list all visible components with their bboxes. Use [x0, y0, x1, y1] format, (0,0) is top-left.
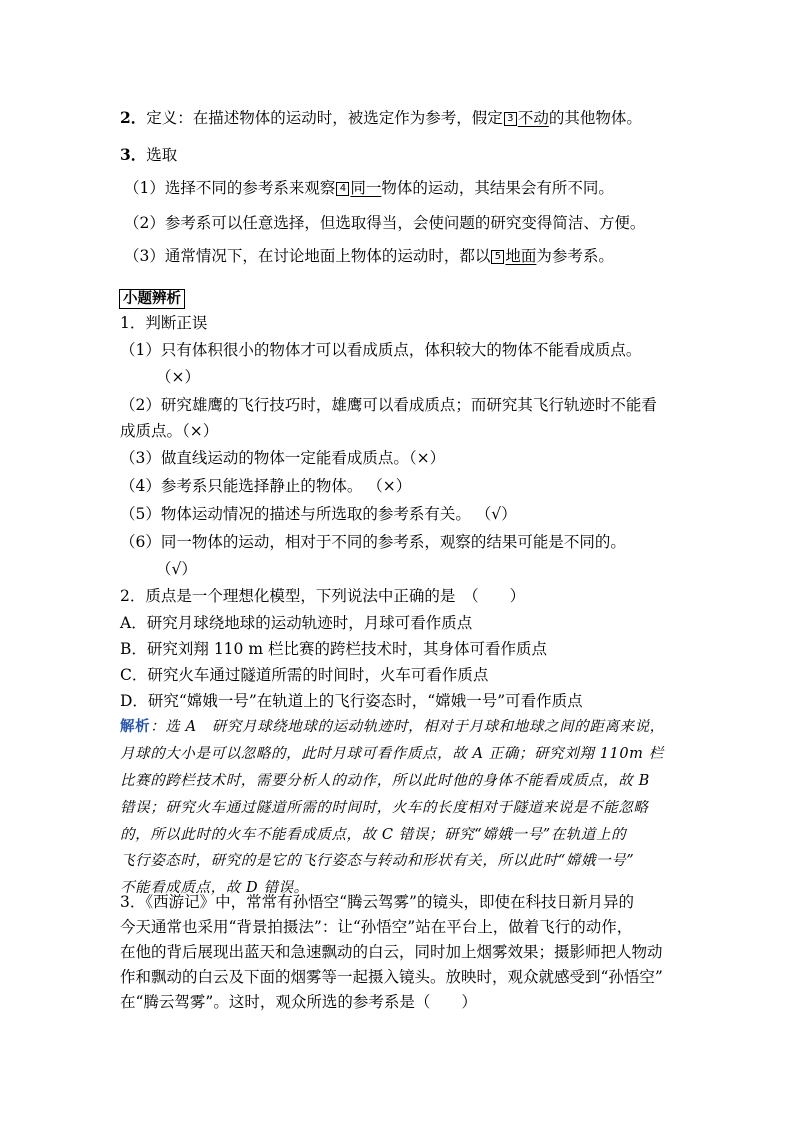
- q1-item-1: （1）只有体积很小的物体才可以看成质点，体积较大的物体不能看成质点。: [120, 341, 642, 359]
- answer-marker: 5: [491, 250, 504, 264]
- definition-text-end: 的其他物体。: [548, 109, 642, 127]
- section-number: 3．: [120, 145, 147, 164]
- q1-item-2: （2）研究雄鹰的飞行技巧时，雄鹰可以看成质点；而研究其飞行轨迹时不能看: [120, 396, 657, 414]
- q1-item-3: （3）做直线运动的物体一定能看成质点。（×）: [120, 449, 446, 467]
- section-number: 2．: [120, 108, 147, 127]
- answer-term: 同一: [350, 179, 382, 197]
- rule-text: （3）通常情况下，在讨论地面上物体的运动时，都以: [124, 247, 491, 265]
- q2-analysis-line-6: 飞行姿态时，研究的是它的飞行姿态与转动和形状有关，所以此时“嫦娥一号”: [120, 853, 635, 869]
- q1-title: 1．判断正误: [120, 314, 208, 332]
- section-title: [120, 144, 177, 166]
- q3-line-5: 在“腾云驾雾”。这时，观众所选的参考系是（ ）: [120, 993, 477, 1011]
- answer-term: 不动: [517, 109, 549, 127]
- q1-item-5: （5）物体运动情况的描述与所选取的参考系有关。 （√）: [120, 505, 517, 523]
- q2-option-a: A．研究月球绕地球的运动轨迹时，月球可看作质点: [120, 614, 473, 632]
- analysis-label: 解析: [120, 718, 151, 735]
- q1-item-6-answer: （√）: [156, 560, 197, 578]
- q1-item-6: （6）同一物体的运动，相对于不同的参考系，观察的结果可能是不同的。: [120, 533, 626, 551]
- section-heading: 小题辨析: [119, 289, 185, 309]
- rule-text-end: 物体的运动，其结果会有所不同。: [381, 179, 614, 197]
- choice-rule-2: （2）参考系可以任意选择，但选取得当，会使问题的研究变得简洁、方便。: [124, 214, 646, 232]
- q2-option-b: B．研究刘翔 110 m 栏比赛的跨栏技术时，其身体可看作质点: [120, 640, 547, 658]
- q1-item-1-answer: （×）: [156, 368, 200, 386]
- q2-analysis-line-1: [120, 716, 665, 738]
- q2-analysis-line-2: 月球的大小是可以忽略的，此时月球可看作质点，故 A 正确；研究刘翔 110m 栏: [120, 746, 664, 762]
- q1-item-4: （4）参考系只能选择静止的物体。 （×）: [120, 477, 412, 495]
- q2-analysis-line-7: 不能看成质点，故 D 错误。: [120, 880, 309, 896]
- q1-item-2-cont: 成质点。（×）: [120, 422, 219, 440]
- answer-marker: 4: [336, 182, 349, 196]
- q3-line-2: 今天通常也采用“背景拍摄法”：让“孙悟空”站在平台上，做着飞行的动作，: [120, 918, 633, 936]
- section-heading-wrap: [119, 287, 185, 309]
- section-title-text: 选取: [146, 146, 178, 164]
- q2-option-c: C．研究火车通过隧道所需的时间时，火车可看作质点: [120, 666, 489, 684]
- choice-rule-1: [124, 177, 614, 199]
- rule-text-end: 为参考系。: [536, 247, 614, 265]
- q3-line-3: 在他的背后展现出蓝天和急速飘动的白云，同时加上烟雾效果；摄影师把人物动: [120, 943, 663, 961]
- definition-line: [120, 107, 642, 129]
- answer-term: 地面: [505, 247, 537, 265]
- q2-analysis-line-3: 比赛的跨栏技术时，需要分析人的动作，所以此时他的身体不能看成质点，故 B: [120, 773, 650, 789]
- q2-stem: 2．质点是一个理想化模型，下列说法中正确的是 （ ）: [120, 587, 526, 605]
- q3-line-1: 3．《西游记》中，常常有孙悟空“腾云驾雾”的镜头，即使在科技日新月异的: [120, 893, 634, 911]
- answer-marker: 3: [504, 112, 517, 126]
- analysis-text: ：选 A 研究月球绕地球的运动轨迹时，相对于月球和地球之间的距离来说，: [150, 719, 665, 735]
- q2-option-d: D．研究“嫦娥一号”在轨道上的飞行姿态时，“嫦娥一号”可看作质点: [120, 692, 583, 710]
- q2-analysis-line-4: 错误；研究火车通过隧道所需的时间时，火车的长度相对于隧道来说是不能忽略: [120, 800, 649, 816]
- q3-line-4: 作和飘动的白云及下面的烟雾等一起摄入镜头。放映时，观众就感受到“孙悟空”: [120, 968, 663, 986]
- definition-text: 定义：在描述物体的运动时，被选定作为参考，假定: [146, 109, 503, 127]
- rule-text: （1）选择不同的参考系来观察: [124, 179, 336, 197]
- choice-rule-3: [124, 245, 614, 267]
- q2-analysis-line-5: 的，所以此时的火车不能看成质点，故 C 错误；研究“嫦娥一号”在轨道上的: [120, 827, 627, 843]
